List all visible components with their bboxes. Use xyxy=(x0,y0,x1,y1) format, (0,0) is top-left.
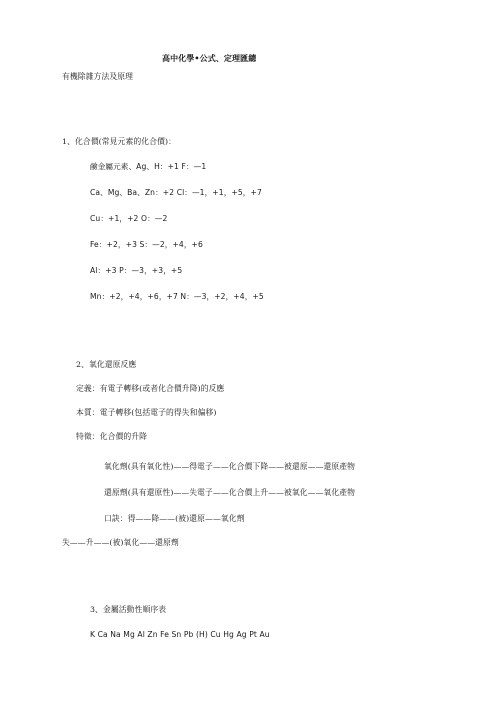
redox-reductant-chain: 還原劑(具有還原性)——失電子——化合價上升——被氧化——氧化產物 xyxy=(104,488,356,497)
valence-line: Ca、Mg、Ba、Zn：+2 Cl：—1，+1，+5，+7 xyxy=(90,188,262,197)
valence-line: Al：+3 P：—3，+3，+5 xyxy=(90,266,183,275)
document-subtitle: 有機除雜方法及原理 xyxy=(62,72,134,81)
section-1-heading: 1、化合價(常見元素的化合價)： xyxy=(62,137,177,146)
valence-line: Mn：+2，+4，+6，+7 N：—3，+2，+4，+5 xyxy=(90,292,264,301)
section-3-heading: 3、金屬活動性順序表 xyxy=(90,605,167,614)
redox-mnemonic: 口訣：得——降——(被)還原——氧化劑 xyxy=(104,514,245,523)
valence-line: Cu：+1，+2 O：—2 xyxy=(90,214,168,223)
redox-mnemonic-continued: 失——升——(被)氧化——還原劑 xyxy=(62,538,179,547)
section-2-heading: 2、氧化還原反應 xyxy=(76,360,137,369)
redox-definition: 定義：有電子轉移(或者化合價升降)的反應 xyxy=(76,384,225,393)
valence-line: Fe：+2，+3 S：—2，+4，+6 xyxy=(90,240,203,249)
valence-line: 鹼金屬元素、Ag、H：+1 F：—1 xyxy=(90,162,207,171)
activity-series-line: K Ca Na Mg Al Zn Fe Sn Pb (H) Cu Hg Ag Pt Au xyxy=(90,630,270,639)
redox-oxidant-chain: 氧化劑(具有氧化性)——得電子——化合價下降——被還原——還原產物 xyxy=(104,462,356,471)
document-title: 高中化學•公式、定理匯總 xyxy=(162,54,257,63)
redox-feature: 特徵：化合價的升降 xyxy=(76,432,148,441)
redox-essence: 本質：電子轉移(包括電子的得失和偏移) xyxy=(76,408,217,417)
